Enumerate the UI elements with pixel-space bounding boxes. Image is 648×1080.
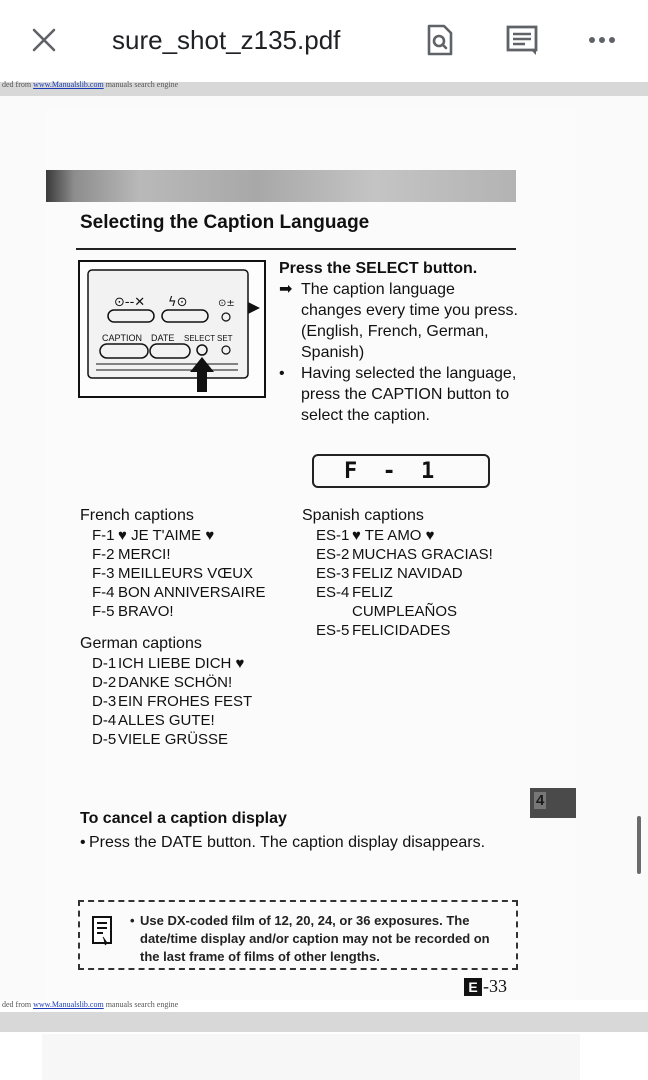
- instruction-title: Press the SELECT button.: [279, 260, 478, 277]
- more-options-icon: [588, 36, 616, 44]
- page-footer: ded from www.Manualslib.com manuals search engine: [2, 1000, 179, 1009]
- svg-text:⊙--✕: ⊙--✕: [114, 295, 146, 310]
- chapter-tab: 4: [530, 788, 576, 818]
- date-button-label: DATE: [151, 333, 175, 343]
- german-captions-title: German captions: [80, 635, 202, 652]
- manualslib-link[interactable]: www.Manualslib.com: [33, 1000, 104, 1009]
- note-box: • Use DX-coded film of 12, 20, 24, or 36 exposures. The date/time display and/or caption may not be recorded on the last frame of films of other lengths.: [78, 900, 518, 970]
- spanish-captions-title: Spanish captions: [302, 507, 424, 524]
- find-in-document-icon: [426, 24, 454, 56]
- instruction-bullet-item: • Having selected the language, press the CAPTION button to select the caption.: [279, 365, 517, 424]
- list-item: D-3 EIN FROHES FEST: [92, 693, 253, 710]
- list-item: ES-5 FELICIDADES: [316, 622, 451, 639]
- next-pdf-page[interactable]: [42, 1034, 580, 1080]
- caption-button-label: CAPTION: [102, 333, 143, 343]
- list-item: ES-4 FELIZ CUMPLEAÑOS: [316, 584, 458, 620]
- camera-buttons-diagram: [78, 260, 268, 402]
- bullet-icon: •: [279, 365, 285, 382]
- french-captions-title: French captions: [80, 507, 194, 524]
- notes-button[interactable]: [502, 20, 542, 60]
- heading-rule: [76, 248, 516, 250]
- section-heading: Selecting the Caption Language: [80, 212, 370, 233]
- cancel-heading: To cancel a caption display: [80, 810, 287, 827]
- page-number: E -33: [464, 976, 507, 997]
- cancel-instructions: • Press the DATE button. The caption display disappears.: [80, 834, 486, 851]
- set-button-label: SET: [217, 334, 233, 343]
- scrollbar-thumb[interactable]: [637, 816, 641, 874]
- list-item: D-2 DANKE SCHÖN!: [92, 674, 233, 691]
- close-button[interactable]: [26, 22, 62, 58]
- memo-icon: [92, 916, 114, 946]
- right-arrow-icon: ➡: [279, 281, 293, 298]
- list-item: F-4 BON ANNIVERSAIRE: [92, 584, 266, 601]
- list-item: F-5 BRAVO!: [92, 603, 174, 620]
- instructions: [279, 258, 519, 426]
- more-options-button[interactable]: [582, 20, 622, 60]
- lcd-display: F - 1: [312, 454, 490, 488]
- french-captions: [80, 506, 295, 621]
- previous-page-footer: ded from www.Manualslib.com manuals search engine: [2, 80, 179, 89]
- select-button-label: SELECT: [184, 334, 216, 343]
- instruction-arrow-item: ➡ The caption language changes every time you press. (English, French, German, Spanish): [279, 281, 518, 361]
- spanish-captions: [302, 506, 532, 640]
- bullet-icon: •: [80, 834, 86, 851]
- list-item: D-1 ICH LIEBE DICH ♥: [92, 655, 245, 672]
- german-captions: [80, 634, 295, 749]
- app-bar: [0, 0, 648, 82]
- list-item: D-4 ALLES GUTE!: [92, 712, 215, 729]
- note-text: Use DX-coded film of 12, 20, 24, or 36 exposures. The date/time display and/or caption may not be recorded on the last frame of films of other lengths.: [140, 913, 490, 964]
- find-in-document-button[interactable]: [420, 20, 460, 60]
- list-item: F-2 MERCI!: [92, 546, 171, 563]
- list-item: D-5 VIELE GRÜSSE: [92, 731, 229, 748]
- list-item: ES-2 MUCHAS GRACIAS!: [316, 546, 493, 563]
- list-item: F-3 MEILLEURS VŒUX: [92, 565, 254, 582]
- close-icon: [31, 27, 57, 53]
- svg-text:⊙±: ⊙±: [218, 298, 235, 309]
- notes-icon: [505, 24, 539, 56]
- scanned-manual-page: [46, 110, 576, 1000]
- list-item: ES-1 ♥ TE AMO ♥: [316, 527, 435, 544]
- svg-text:ϟ⊙: ϟ⊙: [168, 295, 188, 310]
- page-gap: [0, 1012, 648, 1032]
- document-title: sure_shot_z135.pdf: [112, 25, 341, 55]
- section-header-band: [46, 170, 516, 202]
- manualslib-link[interactable]: www.Manualslib.com: [33, 80, 104, 89]
- list-item: F-1 ♥ JE T'AIME ♥: [92, 527, 215, 544]
- list-item: ES-3 FELIZ NAVIDAD: [316, 565, 463, 582]
- pdf-page[interactable]: [0, 96, 648, 1000]
